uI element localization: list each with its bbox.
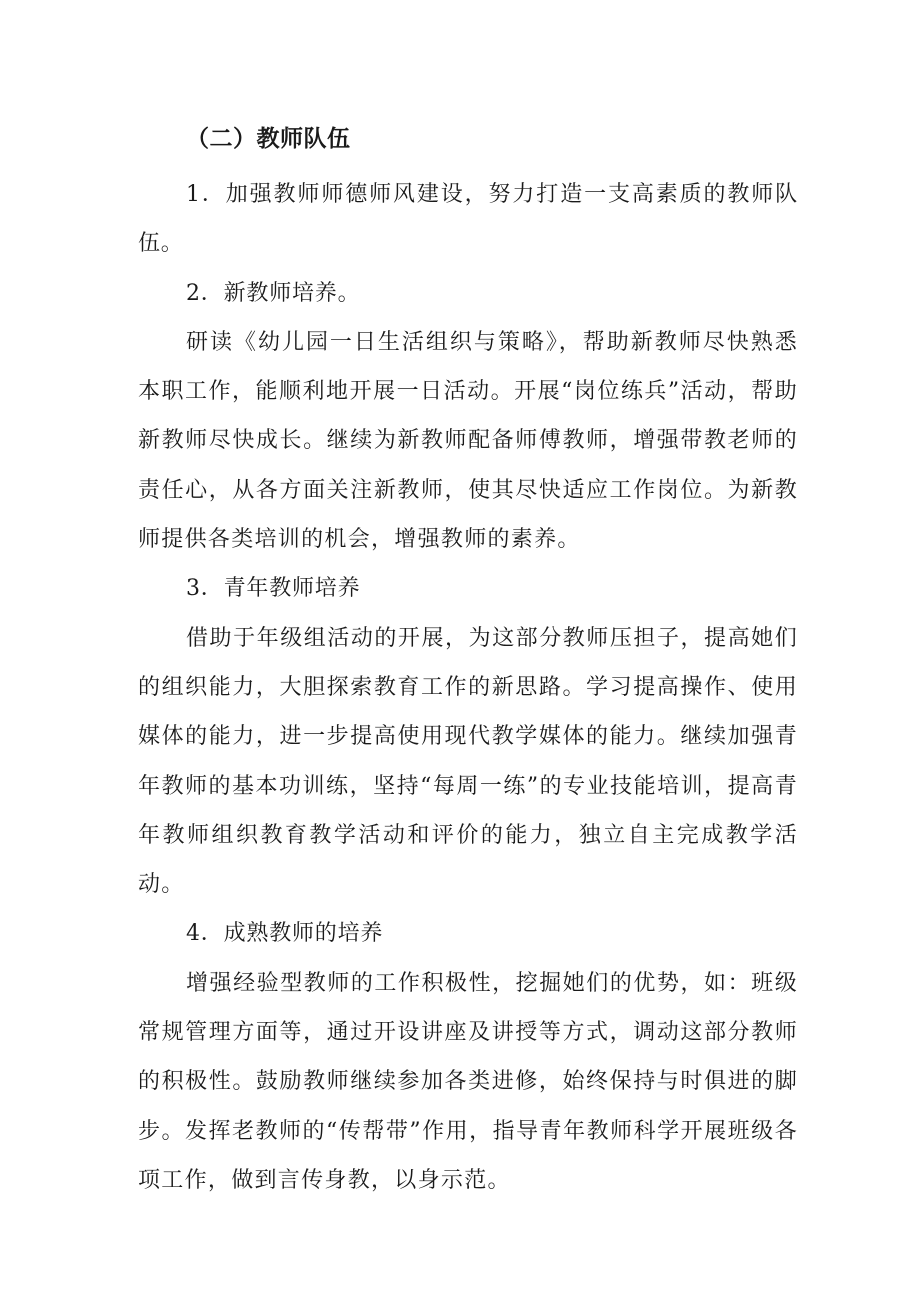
item-2-heading: 2．新教师培养。 bbox=[186, 280, 361, 306]
section-heading: （二）教师队伍 bbox=[186, 126, 351, 152]
item-2-paragraph: 研读《幼儿园一日生活组织与策略》，帮助新教师尽快熟悉本职工作，能顺利地开展一日活动。开展“岗位练兵”活动，帮助新教师尽快成长。继续为新教师配备师傅教师，增强带教老师的责任心，从各方面关注新教师，使其尽快适应工作岗位。为新教师提供各类培训的机会，增强教师的素养。 bbox=[138, 329, 798, 553]
section-body bbox=[138, 170, 798, 1205]
item-4-heading: 4．成熟教师的培养 bbox=[186, 921, 384, 947]
item-3-heading: 3．青年教师培养 bbox=[186, 576, 361, 602]
item-4-paragraph: 增强经验型教师的工作积极性，挖掘她们的优势，如：班级常规管理方面等，通过开设讲座及讲授等方式，调动这部分教师的积极性。鼓励教师继续参加各类进修，始终保持与时俱进的脚步。发挥老教师的“传帮带”作用，指导青年教师科学开展班级各项工作，做到言传身教，以身示范。 bbox=[138, 970, 798, 1193]
item-3-paragraph: 借助于年级组活动的开展，为这部分教师压担子，提高她们的组织能力，大胆探索教育工作的新思路。学习提高操作、使用媒体的能力，进一步提高使用现代教学媒体的能力。继续加强青年教师的基本功训练，坚持“每周一练”的专业技能培训，提高青年教师组织教育教学活动和评价的能力，独立自主完成教学活动。 bbox=[138, 625, 798, 898]
item-1-text: 1．加强教师师德师风建设，努力打造一支高素质的教师队伍。 bbox=[138, 182, 798, 257]
